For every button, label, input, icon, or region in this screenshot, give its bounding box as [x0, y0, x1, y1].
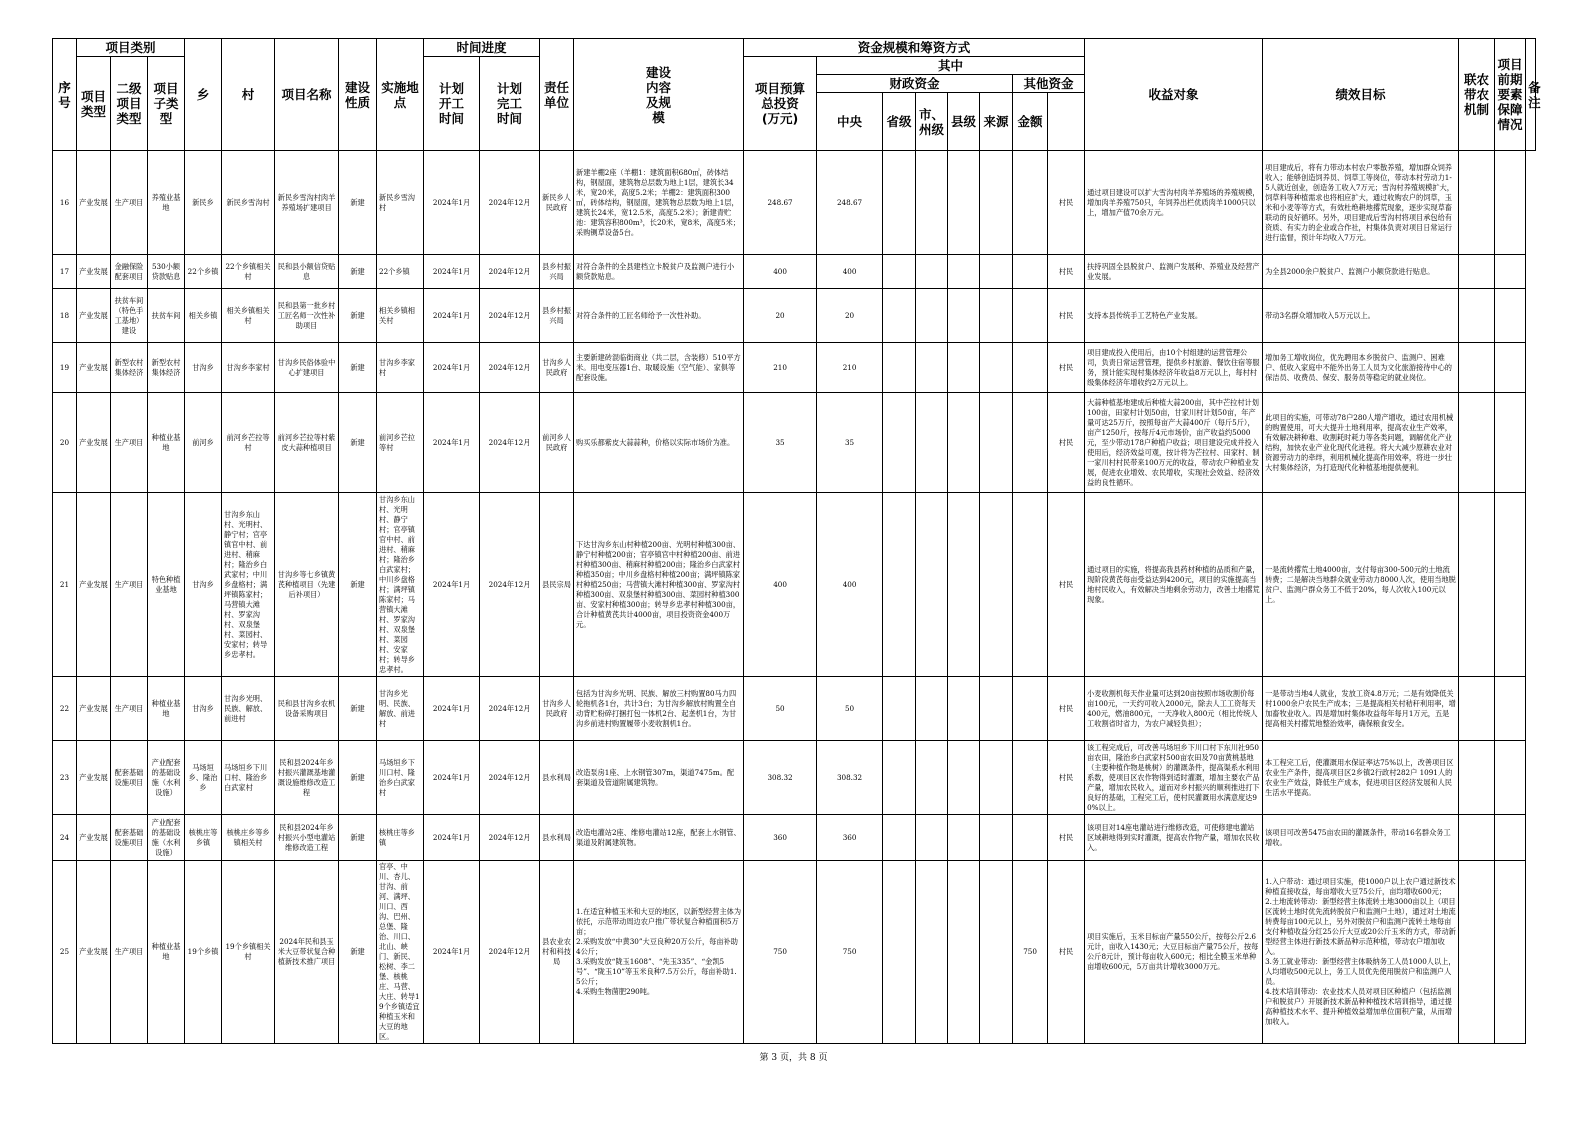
cell-amount	[1013, 151, 1048, 255]
cell-beneficiary: 村民	[1048, 343, 1085, 393]
cell-type: 产业发展	[77, 289, 111, 343]
cell-source	[980, 289, 1013, 343]
header-source: 来源	[980, 93, 1013, 151]
cell-village: 马场垣乡下川口村、隆治乡白武家村	[222, 741, 275, 815]
header-nature: 建设性质	[339, 39, 377, 151]
cell-township: 核桃庄等乡镇	[185, 815, 222, 861]
cell-mechanism: 该项目可改善5475亩农田的灌溉条件，带动16名群众务工增收。	[1263, 815, 1459, 861]
cell-village: 新民乡雪沟村	[222, 151, 275, 255]
cell-source	[980, 151, 1013, 255]
cell-subtype: 产业配套的基础设施（水利设施）	[148, 741, 185, 815]
cell-content: 下达甘沟乡东山村种植200亩、光明村种植300亩、静宁村种植200亩；官亭镇官中村种植200亩、前进村种植300亩、稍麻村种植200亩；隆治乡白武家村种植350亩；中川乡盘格村种植200亩；满坪镇陈家村种植250亩；马营镇大滩村种植300亩、罗家沟村种植300亩、双泉堡村种植300亩、菜园村种植300亩、安家村种植300亩；转导乡忠孝村种植300亩，合计种植黄芪共计4000亩，项目投资资金400万元。	[574, 493, 744, 677]
header-subtype2: 二级项目类型	[111, 57, 148, 151]
cell-central: 248.67	[817, 151, 883, 255]
cell-end: 2024年12月	[480, 343, 540, 393]
cell-subtype2: 生产项目	[111, 861, 148, 1044]
cell-central: 50	[817, 677, 883, 741]
cell-subtype: 530小额贷款贴息	[148, 255, 185, 289]
header-remark: 备注	[1526, 39, 1536, 151]
cell-province	[883, 343, 916, 393]
cell-beneficiary: 村民	[1048, 393, 1085, 493]
table-row	[53, 861, 1536, 1044]
cell-guarantee	[1459, 741, 1495, 815]
cell-total: 210	[744, 343, 817, 393]
cell-central: 360	[817, 815, 883, 861]
cell-end: 2024年12月	[480, 151, 540, 255]
cell-remark	[1495, 861, 1526, 1044]
cell-name: 新民乡雪沟村肉羊养殖场扩建项目	[275, 151, 339, 255]
cell-total: 308.32	[744, 741, 817, 815]
cell-county	[948, 289, 980, 343]
cell-seq: 17	[53, 255, 77, 289]
cell-province	[883, 861, 916, 1044]
cell-location: 甘沟乡东山村、光明村、静宁村；官亭镇官中村、前进村、稍麻村；隆治乡白武家村；中川乡盘格村；满坪镇陈家村；马营镇大滩村、罗家沟村、双泉堡村、菜园村、安家村；转导乡忠孝村。	[377, 493, 424, 677]
cell-amount: 750	[1013, 861, 1048, 1044]
cell-city	[916, 255, 948, 289]
cell-subtype: 扶贫车间	[148, 289, 185, 343]
cell-nature: 新建	[339, 289, 377, 343]
cell-start: 2024年1月	[424, 741, 480, 815]
cell-unit: 新民乡人民政府	[540, 151, 574, 255]
cell-unit: 县乡村振兴局	[540, 289, 574, 343]
header-amount: 金额	[1013, 93, 1048, 151]
cell-remark	[1495, 493, 1526, 677]
cell-city	[916, 289, 948, 343]
cell-unit: 县水利局	[540, 741, 574, 815]
cell-source	[980, 393, 1013, 493]
header-subtype: 项目子类型	[148, 57, 185, 151]
cell-guarantee	[1459, 393, 1495, 493]
cell-amount	[1013, 393, 1048, 493]
cell-city	[916, 151, 948, 255]
header-funding-group: 资金规模和筹资方式	[744, 39, 1085, 57]
cell-province	[883, 151, 916, 255]
cell-name: 民和县2024年乡村振兴灌溉基地灌溉设施维修改造工程	[275, 741, 339, 815]
cell-amount	[1013, 815, 1048, 861]
cell-county	[948, 861, 980, 1044]
cell-goal: 该工程完成后，可改善马场垣乡下川口村下东川社950亩农田，隆治乡白武家村500亩农田及70亩黄桃基地（主要种植作物是桃树）的灌溉条件，提高渠系水利用系数，使项目区农作物得到适时灌溉，增加主要农产品产量，增加农民收入，道而对乡村振兴的顺利推进打下良好的基础，工程完工后，使村民灌溉用水满意度达90%以上。	[1085, 741, 1263, 815]
cell-end: 2024年12月	[480, 741, 540, 815]
cell-subtype2: 金融保险配套项目	[111, 255, 148, 289]
cell-village: 相关乡镇相关村	[222, 289, 275, 343]
cell-subtype2: 配套基础设施项目	[111, 815, 148, 861]
cell-city	[916, 741, 948, 815]
cell-source	[980, 255, 1013, 289]
cell-central: 400	[817, 255, 883, 289]
cell-seq: 22	[53, 677, 77, 741]
cell-beneficiary: 村民	[1048, 493, 1085, 677]
table-row	[53, 255, 1536, 289]
cell-content: 改造电灌站2座、维修电灌站12座，配套上水钢管、渠道及附属建筑物。	[574, 815, 744, 861]
cell-township: 甘沟乡	[185, 677, 222, 741]
cell-total: 50	[744, 677, 817, 741]
cell-goal: 项目建成投入使用后，由10个村组建的运营管理公司，负责日常运营管理，提供乡村旅游、餐饮住宿等服务，预计能实现村集体经济年收益8万元以上，每村村级集体经济年增收约2万元以上。	[1085, 343, 1263, 393]
table-row	[53, 343, 1536, 393]
cell-mechanism: 1.入户带动：通过项目实施，使1000户以上农户通过新技术种植直接收益，每亩增收大豆75公斤，亩均增收600元； 2.土地流转带动：新型经营主体流转土地3000亩以上（项目区流转土地时优先流转脱贫户和监测户土地），通过对土地流转费每亩100元以上，另外对脱贫户和监测户流转土地每亩支付种植收益分红25公斤大豆或20公斤玉米的方式，带动新型经营主体进行新技术新品种示范种植，带动农户增加收入。 3.务工就业带动：新型经营主体吸纳务工人员1000人以上，人均增收500元以上，务工人员优先使用脱贫户和监测户人员。 4.技术培训带动：农业技术人员对项目区种植户（包括监测户和脱贫户）开展新技术新品种种植技术培训指导，通过提高种植技术水平、提升种植效益增加单位面积产量，从而增加收入。	[1263, 861, 1459, 1044]
cell-guarantee	[1459, 815, 1495, 861]
table-row	[53, 741, 1536, 815]
cell-total: 248.67	[744, 151, 817, 255]
cell-city	[916, 861, 948, 1044]
cell-amount	[1013, 343, 1048, 393]
cell-central: 308.32	[817, 741, 883, 815]
cell-subtype2: 生产项目	[111, 677, 148, 741]
cell-mechanism: 项目建成后，将有力带动本村农户零散养殖，增加群众饲养收入；能够创造饲养员、饲草工等岗位，带动本村劳动力1-5人就近创业，创造务工收入7万元；雪沟村养殖规模扩大，饲草料等种植需求也将相应扩大，通过收购农户的饲草，玉米和小麦等等方式，有效杜绝耕地撂荒现象，逐步实现草畜联动的良好循环。另外，项目建成后雪沟村将项目承包给有资质、有实力的企业或合作社，村集体负责对项目日常运行进行监督，预计年均收入7万元。	[1263, 151, 1459, 255]
cell-nature: 新建	[339, 343, 377, 393]
cell-unit: 县水利局	[540, 815, 574, 861]
cell-province	[883, 815, 916, 861]
cell-central: 750	[817, 861, 883, 1044]
cell-unit: 甘沟乡人民政府	[540, 343, 574, 393]
header-village: 村	[222, 39, 275, 151]
cell-township: 甘沟乡	[185, 493, 222, 677]
cell-content: 改造泵房1座、上水钢管307m，渠道7475m。配套渠道及管道附属建筑物。	[574, 741, 744, 815]
cell-content: 包括为甘沟乡光明、民族、解放三村购置80马力四轮拖机各1台，共计3台；为甘沟乡解放村购置全自动背贮粉碎打捆打包一体机2台、起垄机1台，为甘沟乡前进村购置履带小麦收割机1台。	[574, 677, 744, 741]
cell-type: 产业发展	[77, 493, 111, 677]
cell-subtype: 产业配套的基础设施（水利设施）	[148, 815, 185, 861]
cell-nature: 新建	[339, 815, 377, 861]
cell-goal: 支持本县传统手工艺特色产业发展。	[1085, 289, 1263, 343]
cell-subtype: 养殖业基地	[148, 151, 185, 255]
header-category-group: 项目类别	[77, 39, 185, 57]
cell-beneficiary: 村民	[1048, 677, 1085, 741]
table-row	[53, 493, 1536, 677]
cell-location: 马场垣乡下川口村、隆治乡白武家村	[377, 741, 424, 815]
cell-county	[948, 493, 980, 677]
cell-location: 核桃庄等乡镇	[377, 815, 424, 861]
cell-type: 产业发展	[77, 677, 111, 741]
cell-amount	[1013, 255, 1048, 289]
cell-beneficiary: 村民	[1048, 151, 1085, 255]
cell-subtype2: 配套基础设施项目	[111, 741, 148, 815]
header-content: 建设内容及规模	[574, 39, 744, 151]
cell-county	[948, 741, 980, 815]
cell-township: 新民乡	[185, 151, 222, 255]
cell-location: 新民乡雪沟村	[377, 151, 424, 255]
cell-seq: 19	[53, 343, 77, 393]
cell-end: 2024年12月	[480, 677, 540, 741]
cell-unit: 县农业农村和科技局	[540, 861, 574, 1044]
cell-village: 甘沟乡东山村、光明村、静宁村；官亭镇官中村、前进村、稍麻村；隆治乡白武家村；中川乡盘格村；满坪镇陈家村；马营镇大滩村、罗家沟村、双泉堡村、菜园村、安家村；转导乡忠孝村。	[222, 493, 275, 677]
cell-county	[948, 151, 980, 255]
cell-remark	[1495, 289, 1526, 343]
cell-subtype: 特色种植业基地	[148, 493, 185, 677]
cell-remark	[1495, 741, 1526, 815]
cell-province	[883, 493, 916, 677]
header-seq: 序号	[53, 39, 77, 151]
cell-type: 产业发展	[77, 861, 111, 1044]
cell-end: 2024年12月	[480, 393, 540, 493]
cell-guarantee	[1459, 861, 1495, 1044]
cell-name: 民和县第一批乡村工匠名师一次性补助项目	[275, 289, 339, 343]
cell-central: 20	[817, 289, 883, 343]
cell-subtype: 种植业基地	[148, 677, 185, 741]
cell-village: 22个乡镇相关村	[222, 255, 275, 289]
cell-goal: 通过项目建设可以扩大雪沟村肉羊养殖场的养殖规模，增加肉羊养殖750只，年饲养出栏优质肉羊1000只以上，增加产值70余万元。	[1085, 151, 1263, 255]
cell-village: 前河乡芒拉等村	[222, 393, 275, 493]
cell-end: 2024年12月	[480, 493, 540, 677]
cell-city	[916, 393, 948, 493]
cell-source	[980, 677, 1013, 741]
cell-mechanism: 此项目的实施，可带动78户280人增产增收，通过农用机械的购置使用，可大大提升土地利用率，提高农业生产效率，有效解决耕种难、收割耗时耗力等各类问题，调解优化产业结构，加快农业产业化现代化进程。将大大减少原耕农业对资源劳动力的牵绊，利用机械化提高作用效率，将进一步壮大村集体经济，为打造现代化种植基地提供便利。	[1263, 393, 1459, 493]
cell-content: 购买乐都紫皮大蒜蒜种，价格以实际市场价为准。	[574, 393, 744, 493]
cell-total: 400	[744, 493, 817, 677]
cell-township: 甘沟乡	[185, 343, 222, 393]
cell-city	[916, 493, 948, 677]
cell-subtype2: 生产项目	[111, 393, 148, 493]
cell-type: 产业发展	[77, 393, 111, 493]
cell-village: 甘沟乡光明、民族、解放、前进村	[222, 677, 275, 741]
cell-township: 马场垣乡、隆治乡	[185, 741, 222, 815]
cell-guarantee	[1459, 289, 1495, 343]
cell-province	[883, 393, 916, 493]
cell-start: 2024年1月	[424, 393, 480, 493]
cell-type: 产业发展	[77, 343, 111, 393]
page-footer: 第 3 页，共 8 页	[759, 1053, 828, 1063]
cell-total: 35	[744, 393, 817, 493]
cell-province	[883, 677, 916, 741]
cell-location: 相关乡镇相关村	[377, 289, 424, 343]
cell-mechanism: 一是流转撂荒土地4000亩，支付每亩300-500元的土地流转费；二是解决当地群众就业劳动力8000人次，使用当地脱贫户、监测户群众务工不低于20%，每人次收入100元以上。	[1263, 493, 1459, 677]
table-row	[53, 677, 1536, 741]
cell-mechanism: 本工程完工后，使灌溉用水保证率达75%以上，改善项目区农业生产条件，提高项目区2乡镇2行政村282户 1091人的农业生产效益，降低生产成本，促进项目区经济发展和人民生活水平提高。	[1263, 741, 1459, 815]
cell-village: 核桃庄乡等乡镇相关村	[222, 815, 275, 861]
cell-village: 甘沟乡李家村	[222, 343, 275, 393]
cell-name: 甘沟乡等七乡镇黄芪种植项目（先建后补项目）	[275, 493, 339, 677]
cell-subtype2: 生产项目	[111, 493, 148, 677]
cell-source	[980, 815, 1013, 861]
table-row	[53, 151, 1536, 255]
cell-content: 新建羊棚2座（羊棚1：建筑面积680㎡，砖体结构，钢屋面，建筑物总层数为地上1层，建筑长34米，宽20米，高度5.2米；羊棚2：建筑面积300㎡，砖体结构，钢屋面，建筑物总层数为地上1层，建筑长24米，宽12.5米，高度5.2米）；新建青贮池：建筑容积800m³，长20米，宽8米，高度5米；采购铡草设备5台。	[574, 151, 744, 255]
cell-county	[948, 393, 980, 493]
cell-nature: 新建	[339, 861, 377, 1044]
cell-nature: 新建	[339, 393, 377, 493]
header-province: 省级	[883, 93, 916, 151]
cell-location: 甘沟乡李家村	[377, 343, 424, 393]
cell-end: 2024年12月	[480, 861, 540, 1044]
header-county: 县级	[948, 93, 980, 151]
header-start: 计划开工时间	[424, 57, 480, 151]
cell-province	[883, 255, 916, 289]
table-row	[53, 289, 1536, 343]
cell-remark	[1495, 677, 1526, 741]
cell-guarantee	[1459, 151, 1495, 255]
cell-location: 甘沟乡光明、民族、解放、前进村	[377, 677, 424, 741]
cell-name: 民和县甘沟乡农机设备采购项目	[275, 677, 339, 741]
cell-type: 产业发展	[77, 255, 111, 289]
cell-goal: 该项目对14座电灌站进行维修改造，可使修建电灌站区域耕地得到实时灌溉，提高农作物产量，增加农民收入。	[1085, 815, 1263, 861]
cell-seq: 24	[53, 815, 77, 861]
header-end: 计划完工时间	[480, 57, 540, 151]
cell-goal: 大蒜种植基地建成后种植大蒜200亩，其中芒拉村计划100亩，田家村计划50亩，甘家川村计划50亩，年产量可达25万斤，按照每亩产大蒜400斤（每斤5斤），亩产1250斤，按每斤4元市场价，亩产收益约5000元，至少带动178户种植户收益；项目建设完成并投入使用后，经济效益可观，按计将为芒拉村、田家村、制一家川村村民带来100万元的收益，带动农户种植业发展，促进农业增效、农民增收，实现社会效益、经济效益的良性循环。	[1085, 393, 1263, 493]
cell-name: 2024年民和县玉米大豆带状复合种植新技术推广项目	[275, 861, 339, 1044]
cell-subtype: 种植业基地	[148, 861, 185, 1044]
cell-subtype: 种植业基地	[148, 393, 185, 493]
cell-city	[916, 677, 948, 741]
cell-province	[883, 289, 916, 343]
header-goal: 绩效目标	[1263, 39, 1459, 151]
header-city: 市、州级	[916, 93, 948, 151]
cell-subtype: 新型农村集体经济	[148, 343, 185, 393]
header-location: 实施地点	[377, 39, 424, 151]
cell-central: 210	[817, 343, 883, 393]
header-guarantee: 项目前期要素保障情况	[1495, 39, 1526, 151]
cell-nature: 新建	[339, 255, 377, 289]
header-central: 中央	[817, 93, 883, 151]
cell-nature: 新建	[339, 493, 377, 677]
cell-end: 2024年12月	[480, 815, 540, 861]
cell-city	[916, 343, 948, 393]
header-other: 其他资金	[1013, 75, 1085, 93]
cell-seq: 18	[53, 289, 77, 343]
cell-start: 2024年1月	[424, 815, 480, 861]
cell-seq: 20	[53, 393, 77, 493]
cell-seq: 23	[53, 741, 77, 815]
cell-end: 2024年12月	[480, 289, 540, 343]
cell-township: 相关乡镇	[185, 289, 222, 343]
cell-county	[948, 677, 980, 741]
cell-start: 2024年1月	[424, 343, 480, 393]
cell-subtype2: 生产项目	[111, 151, 148, 255]
cell-guarantee	[1459, 343, 1495, 393]
cell-city	[916, 815, 948, 861]
header-fiscal: 财政资金	[817, 75, 1013, 93]
cell-name: 民和县2024年乡村振兴小型电灌站维修改造工程	[275, 815, 339, 861]
header-name: 项目名称	[275, 39, 339, 151]
cell-total: 400	[744, 255, 817, 289]
header-beneficiary: 收益对象	[1085, 39, 1263, 151]
cell-start: 2024年1月	[424, 151, 480, 255]
cell-subtype2: 新型农村集体经济	[111, 343, 148, 393]
cell-mechanism: 为全县2000余户脱贫户、监测户小额贷款进行贴息。	[1263, 255, 1459, 289]
cell-name: 甘沟乡民俗体验中心扩建项目	[275, 343, 339, 393]
header-schedule-group: 时间进度	[424, 39, 540, 57]
cell-mechanism: 带动3名群众增加收入5万元以上。	[1263, 289, 1459, 343]
cell-type: 产业发展	[77, 151, 111, 255]
cell-mechanism: 增加务工增收岗位，优先聘用本乡脱贫户、监测户、困难户、低收入家庭中不能外出务工人员为文化旅游接待中心的保洁员、收费员、保安、服务员等稳定的就业岗位。	[1263, 343, 1459, 393]
cell-unit: 前河乡人民政府	[540, 393, 574, 493]
cell-province	[883, 741, 916, 815]
cell-start: 2024年1月	[424, 677, 480, 741]
header-mechanism: 联农带农机制	[1459, 39, 1495, 151]
cell-location: 22个乡镇	[377, 255, 424, 289]
cell-source	[980, 741, 1013, 815]
cell-township: 19个乡镇	[185, 861, 222, 1044]
cell-source	[980, 493, 1013, 677]
cell-nature: 新建	[339, 151, 377, 255]
cell-name: 民和县小额信贷贴息	[275, 255, 339, 289]
cell-start: 2024年1月	[424, 861, 480, 1044]
cell-guarantee	[1459, 493, 1495, 677]
cell-start: 2024年1月	[424, 289, 480, 343]
cell-nature: 新建	[339, 677, 377, 741]
cell-unit: 甘沟乡人民政府	[540, 677, 574, 741]
cell-county	[948, 815, 980, 861]
cell-content: 主要新建砖混临街商业（共二层，含装修）510平方米。用电变压器1台、取暖设施（空气能）、家俱等配套设施。	[574, 343, 744, 393]
cell-start: 2024年1月	[424, 255, 480, 289]
cell-seq: 16	[53, 151, 77, 255]
cell-seq: 21	[53, 493, 77, 677]
cell-village: 19个乡镇相关村	[222, 861, 275, 1044]
cell-remark	[1495, 255, 1526, 289]
header-total: 项目预算总投资(万元)	[744, 57, 817, 151]
cell-goal: 扶持巩固全县脱贫户、监测户发展种、养殖业及经营产业发展。	[1085, 255, 1263, 289]
cell-county	[948, 255, 980, 289]
cell-beneficiary: 村民	[1048, 815, 1085, 861]
cell-seq: 25	[53, 861, 77, 1044]
table-row	[53, 815, 1536, 861]
cell-location: 官亭、中川、杏儿、甘沟、前河、满坪、川口、西沟、巴州、总堡、隆治、川口、北山、峡门、新民、松树、李二堡、核桃庄、马营、大庄、转导19个乡镇适宜种植玉米和大豆的地区。	[377, 861, 424, 1044]
cell-content: 对符合条件的全县建档立卡脱贫户及监测户进行小额贷款贴息。	[574, 255, 744, 289]
cell-type: 产业发展	[77, 741, 111, 815]
cell-content: 对符合条件的工匠名师给予一次性补助。	[574, 289, 744, 343]
cell-total: 360	[744, 815, 817, 861]
cell-amount	[1013, 289, 1048, 343]
cell-guarantee	[1459, 255, 1495, 289]
cell-type: 产业发展	[77, 815, 111, 861]
cell-township: 前河乡	[185, 393, 222, 493]
header-township: 乡	[185, 39, 222, 151]
cell-remark	[1495, 151, 1526, 255]
cell-unit: 县乡村振兴局	[540, 255, 574, 289]
cell-unit: 县民宗局	[540, 493, 574, 677]
cell-total: 750	[744, 861, 817, 1044]
cell-name: 前河乡芒拉等村紫皮大蒜种植项目	[275, 393, 339, 493]
cell-nature: 新建	[339, 741, 377, 815]
cell-source	[980, 343, 1013, 393]
cell-beneficiary: 村民	[1048, 741, 1085, 815]
cell-total: 20	[744, 289, 817, 343]
header-of-which: 其中	[817, 57, 1085, 75]
project-table	[52, 38, 1541, 1044]
cell-end: 2024年12月	[480, 255, 540, 289]
cell-beneficiary: 村民	[1048, 255, 1085, 289]
table-row	[53, 393, 1536, 493]
cell-guarantee	[1459, 677, 1495, 741]
cell-remark	[1495, 393, 1526, 493]
cell-location: 前河乡芒拉等村	[377, 393, 424, 493]
cell-amount	[1013, 493, 1048, 677]
cell-start: 2024年1月	[424, 493, 480, 677]
cell-central: 400	[817, 493, 883, 677]
cell-goal: 小麦收割机每天作业量可达到20亩按照市场收割价每亩100元，一天约可收入2000元，除去人工工资每天400元，燃油800元，一天净收入800元（相比传统人工收割省时省力，为农户减轻负担）；	[1085, 677, 1263, 741]
cell-amount	[1013, 677, 1048, 741]
cell-amount	[1013, 741, 1048, 815]
cell-remark	[1495, 815, 1526, 861]
cell-county	[948, 343, 980, 393]
cell-goal: 项目实施后，玉米目标亩产量550公斤，按每公斤2.6元计，亩收入1430元；大豆目标亩产量75公斤，按每公斤8元计，预计每亩收入600元；相比全膜玉米单种亩增收600元，5万亩共计增收3000万元。	[1085, 861, 1263, 1044]
cell-subtype2: 扶贫车间（特色手工基地）建设	[111, 289, 148, 343]
cell-beneficiary: 村民	[1048, 289, 1085, 343]
cell-township: 22个乡镇	[185, 255, 222, 289]
cell-content: 1.在适宜种植玉米和大豆的地区，以新型经营主体为依托，示范带动周边农户推广带状复合种植面积5万亩； 2.采购发放“中黄30”大豆良种20万公斤，每亩补助4公斤； 3.采购发放“陇玉1608”、“先玉335”、“金凯5号”、“陇玉10”等玉米良种7.5万公斤，每亩补助1.5公斤； 4.采购生物菌肥290吨。	[574, 861, 744, 1044]
header-type: 项目类型	[77, 57, 111, 151]
cell-source	[980, 861, 1013, 1044]
header-unit: 责任单位	[540, 39, 574, 151]
cell-remark	[1495, 343, 1526, 393]
cell-goal: 通过项目的实施，将提高我县药材种植的品质和产量，现阶段黄芪每亩受益达到4200元，项目的实施提高当地村民收入，有效解决当地剩余劳动力，改善土地撂荒现象。	[1085, 493, 1263, 677]
cell-beneficiary: 村民	[1048, 861, 1085, 1044]
cell-central: 35	[817, 393, 883, 493]
cell-mechanism: 一是带动当地4人就业，发放工资4.8万元；二是有效降低关村1000余户农民生产成本；三是提高相关村秸秆利用率，增加畜牧业收入。四是增加村集体收益每年每月1万元，五是提高相关村撂荒地整治效率，确保粮食安全。	[1263, 677, 1459, 741]
